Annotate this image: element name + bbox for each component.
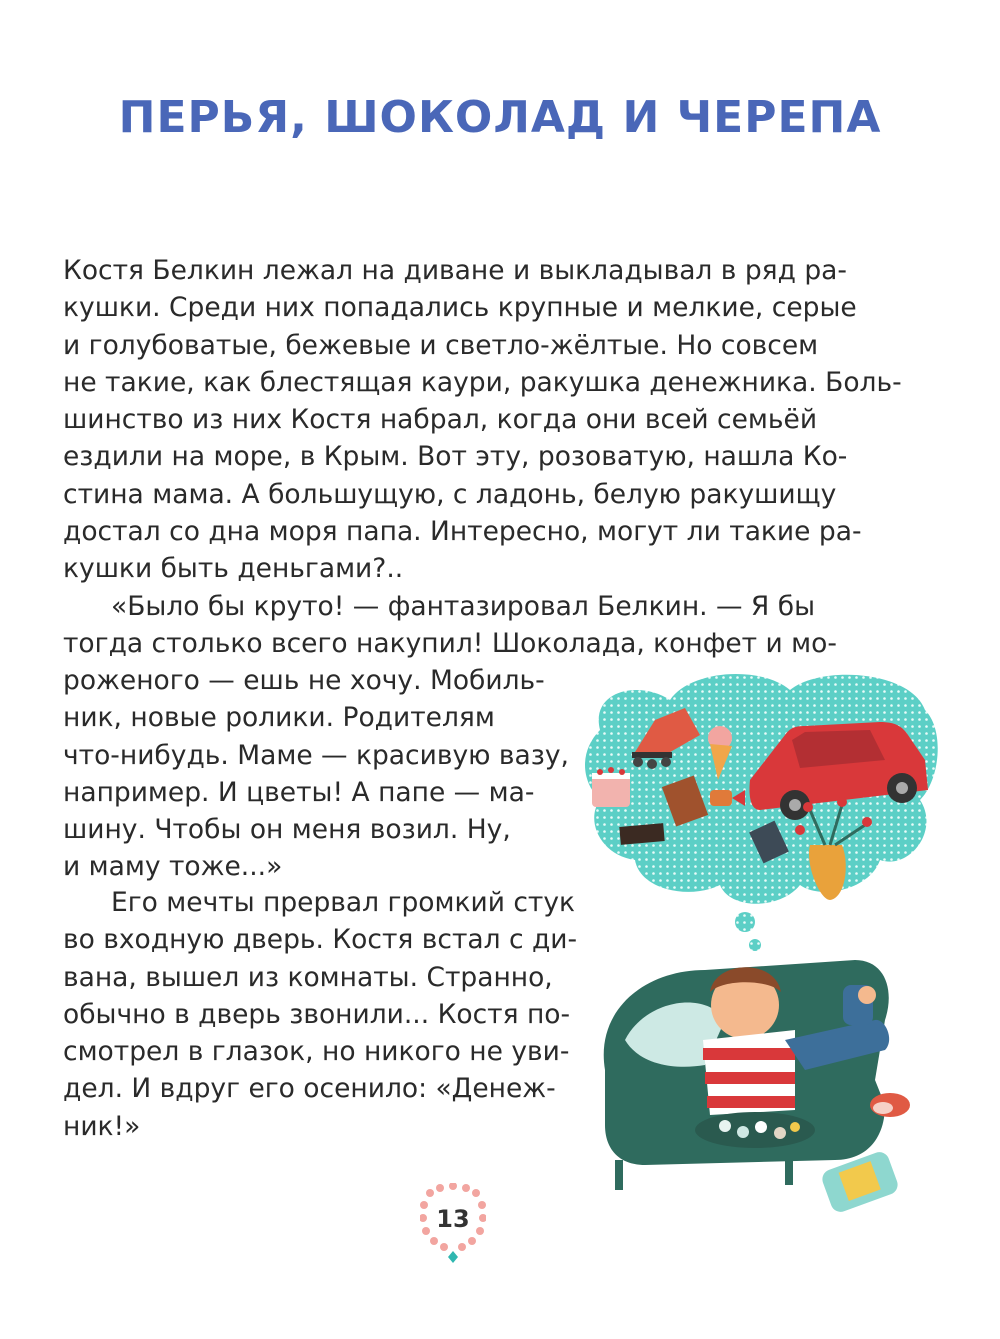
text-line: не такие, как блестящая каури, ракушка денежника. Боль-: [63, 366, 902, 398]
text-line: ездили на море, в Крым. Вот эту, розоватую, нашла Ко-: [63, 441, 848, 473]
seashells-icon: [695, 1112, 815, 1148]
text-line: тогда столько всего накупил! Шоколада, конфет и мо-: [63, 628, 837, 660]
text-line: ник!»: [63, 1110, 141, 1142]
text-line: стина мама. А большущую, с ладонь, белую ракушищу: [63, 478, 837, 510]
paragraph-3: [63, 884, 578, 1145]
slippers-icon: [870, 1093, 910, 1117]
text-line: ник, новые ролики. Родителям: [63, 702, 495, 734]
page-number-badge: [420, 1183, 486, 1263]
text-line: Его мечты прервал громкий стук: [111, 887, 576, 918]
text-line: вана, вышел из комнаты. Странно,: [63, 961, 553, 993]
text-line: шину. Чтобы он меня возил. Ну,: [63, 814, 511, 846]
paragraph-1: [63, 252, 902, 588]
text-line: шинство из них Костя набрал, когда они всей семьёй: [63, 404, 818, 436]
text-line: например. И цветы! А папе — ма-: [63, 776, 535, 808]
paragraph-2-wrap: [63, 662, 569, 886]
text-line: и маму тоже...»: [63, 851, 283, 883]
dream-cloud: [585, 674, 938, 951]
page-title: ПЕРЬЯ, ШОКОЛАД И ЧЕРЕПА: [118, 92, 882, 143]
text-line: во входную дверь. Костя встал с ди-: [63, 924, 578, 956]
boy-on-sofa-illustration: [585, 930, 930, 1255]
text-line: кушки быть деньгами?..: [63, 553, 404, 585]
text-line: дел. И вдруг его осенило: «Денеж-: [63, 1073, 556, 1105]
text-line: обычно в дверь звонили... Костя по-: [63, 998, 571, 1030]
text-line: и голубоватые, бежевые и светло-жёлтые. Но совсем: [63, 329, 819, 361]
text-line: что-нибудь. Маме — красивую вазу,: [63, 739, 569, 771]
text-line: «Было бы круто! — фантазировал Белкин. — Я бы: [111, 591, 816, 622]
paragraph-2: [63, 588, 845, 663]
cake-icon: [592, 767, 630, 807]
text-line: кушки. Среди них попадались крупные и мелкие, серые: [63, 292, 857, 324]
page-number: 13: [436, 1205, 470, 1233]
text-line: роженого — ешь не хочу. Мобиль-: [63, 665, 545, 696]
text-line: достал со дна моря папа. Интересно, могут ли такие ра-: [63, 516, 862, 548]
text-line: Костя Белкин лежал на диване и выкладывал в ряд ра-: [63, 255, 847, 286]
text-line: смотрел в глазок, но никого не уви-: [63, 1036, 570, 1068]
